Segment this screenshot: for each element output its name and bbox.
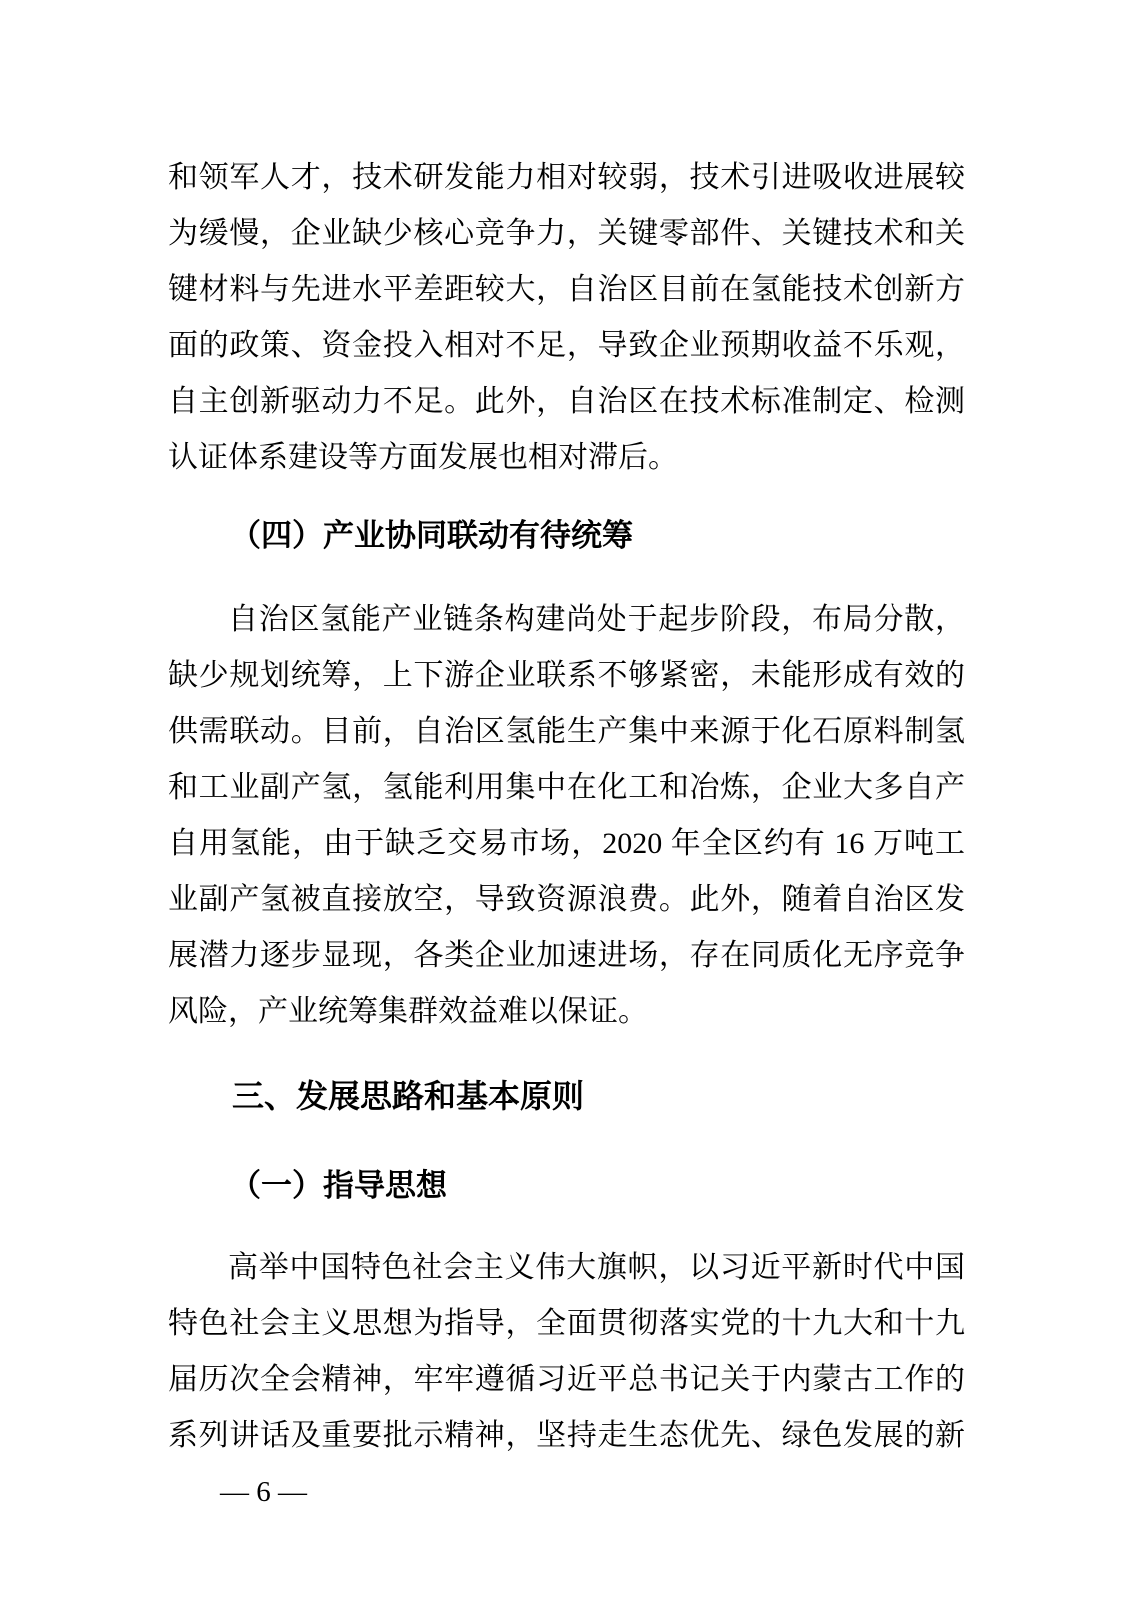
text-line: 键材料与先进水平差距较大，自治区目前在氢能技术创新方 — [168, 273, 965, 306]
text-line: 风险，产业统筹集群效益难以保证。 — [168, 995, 648, 1028]
heading-chapter-three: 三、发展思路和基本原则 — [232, 1078, 585, 1114]
paragraph-guiding-ideology — [168, 1240, 965, 1464]
text-line: 供需联动。目前，自治区氢能生产集中来源于化石原料制氢 — [168, 715, 965, 748]
text-line: 特色社会主义思想为指导，全面贯彻落实党的十九大和十九 — [168, 1307, 965, 1340]
text-line: 认证体系建设等方面发展也相对滞后。 — [168, 441, 678, 474]
text-line: 自主创新驱动力不足。此外，自治区在技术标准制定、检测 — [168, 385, 965, 418]
text-line: 高举中国特色社会主义伟大旗帜，以习近平新时代中国 — [228, 1251, 965, 1284]
page-number: — 6 — — [220, 1476, 307, 1508]
text-line: 自用氢能，由于缺乏交易市场，2020 年全区约有 16 万吨工 — [168, 827, 965, 860]
text-line: 自治区氢能产业链条构建尚处于起步阶段，布局分散， — [228, 603, 965, 636]
text-line: 面的政策、资金投入相对不足，导致企业预期收益不乐观， — [168, 329, 965, 362]
heading-section-four: （四）产业协同联动有待统筹 — [230, 518, 633, 553]
text-line: 和领军人才，技术研发能力相对较弱，技术引进吸收进展较 — [168, 161, 965, 194]
text-line: 系列讲话及重要批示精神，坚持走生态优先、绿色发展的新 — [168, 1419, 965, 1452]
paragraph-industry-coordination — [168, 592, 965, 1040]
text-line: 缺少规划统筹，上下游企业联系不够紧密，未能形成有效的 — [168, 659, 965, 692]
text-line: 展潜力逐步显现，各类企业加速进场，存在同质化无序竞争 — [168, 939, 965, 972]
paragraph-tech-innovation-continued — [168, 150, 965, 486]
page-footer — [168, 1472, 965, 1512]
text-line: 届历次全会精神，牢牢遵循习近平总书记关于内蒙古工作的 — [168, 1363, 965, 1396]
text-line: 业副产氢被直接放空，导致资源浪费。此外，随着自治区发 — [168, 883, 965, 916]
heading-section-one: （一）指导思想 — [230, 1168, 447, 1203]
text-line: 和工业副产氢，氢能利用集中在化工和冶炼，企业大多自产 — [168, 771, 965, 804]
text-line: 为缓慢，企业缺少核心竞争力，关键零部件、关键技术和关 — [168, 217, 965, 250]
